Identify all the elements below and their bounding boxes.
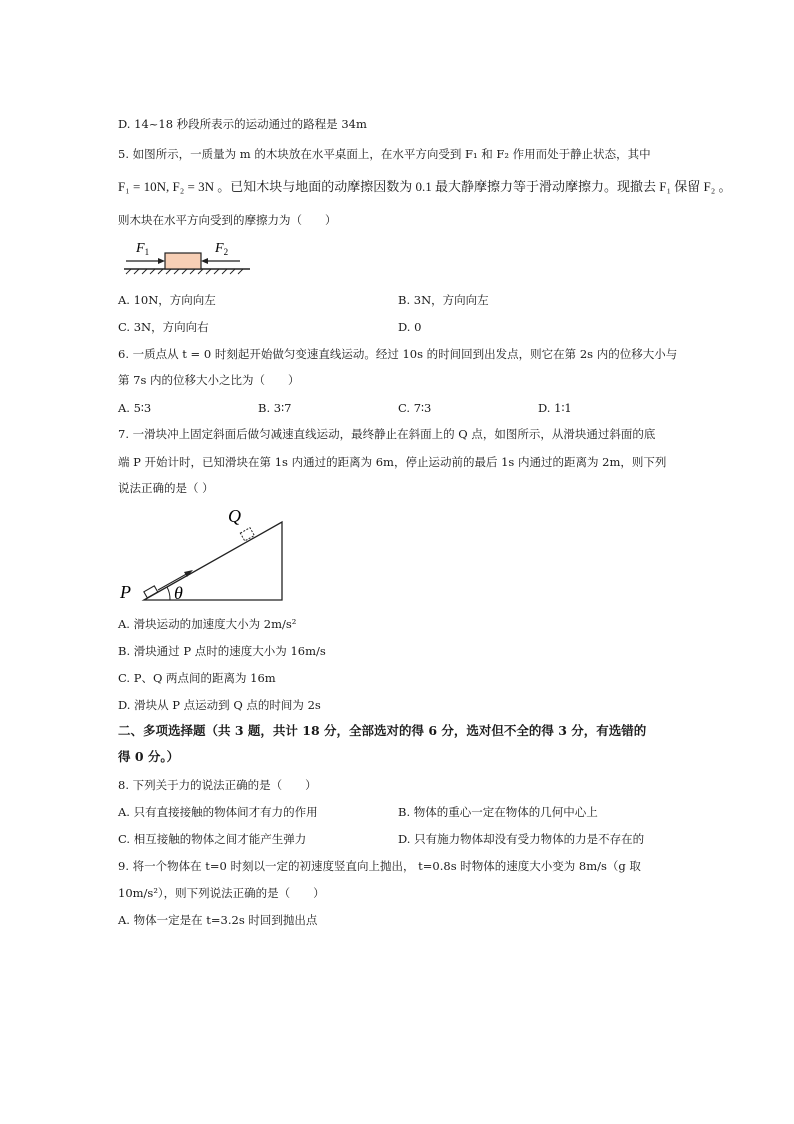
q7-option-d[interactable]: D. 滑块从 P 点运动到 Q 点的时间为 2s bbox=[118, 698, 321, 712]
q7-incline-figure bbox=[118, 500, 293, 610]
q8-option-d[interactable]: D. 只有施力物体却没有受力物体的力是不存在的 bbox=[398, 832, 645, 846]
slider-block bbox=[144, 586, 158, 598]
q5-option-b[interactable]: B. 3N，方向向左 bbox=[398, 293, 489, 307]
q5-stem-line3: 则木块在水平方向受到的摩擦力为（ ） bbox=[118, 213, 337, 227]
q5-stem-line1: 5. 如图所示，一质量为 m 的木块放在水平桌面上，在水平方向受到 F₁ 和 F₂ 作用而处于静止状态，其中 bbox=[118, 147, 651, 161]
q5-option-a[interactable]: A. 10N，方向向左 bbox=[118, 293, 216, 307]
f2-label: $F_2$ bbox=[215, 241, 229, 257]
q6-option-a[interactable]: A. 5∶3 bbox=[118, 401, 152, 415]
q5-option-d[interactable]: D. 0 bbox=[398, 320, 422, 334]
q8-option-a[interactable]: A. 只有直接接触的物体间才有力的作用 bbox=[118, 805, 318, 819]
q6-option-c[interactable]: C. 7∶3 bbox=[398, 401, 432, 415]
q6-option-d[interactable]: D. 1∶1 bbox=[538, 401, 572, 415]
label-p: P bbox=[120, 582, 131, 602]
q7-option-b[interactable]: B. 滑块通过 P 点时的速度大小为 16m/s bbox=[118, 644, 326, 658]
q9-stem-line1: 9. 将一个物体在 t=0 时刻以一定的初速度竖直向上抛出， t=0.8s 时物体的速度大小变为 8m/s（g 取 bbox=[118, 859, 641, 873]
q7-stem-line2: 端 P 开始计时，已知滑块在第 1s 内通过的距离为 6m，停止运动前的最后 1s 内通过的距离为 2m，则下列 bbox=[118, 455, 667, 469]
incline-triangle bbox=[144, 522, 282, 600]
f1-label: $F_1$ bbox=[136, 241, 150, 257]
q6-option-b[interactable]: B. 3∶7 bbox=[258, 401, 292, 415]
q5-option-c[interactable]: C. 3N，方向向右 bbox=[118, 320, 209, 334]
q5-stem-line2: F₁ = 10N, F₂ = 3N 。已知木块与地面的动摩擦因数为 0.1 最大静摩擦力等于滑动摩擦力。现撤去 F₁ 保留 F₂ 。 bbox=[118, 179, 732, 194]
q8-stem: 8. 下列关于力的说法正确的是（ ） bbox=[118, 778, 317, 792]
q6-stem-line1: 6. 一质点从 t = 0 时刻起开始做匀变速直线运动。经过 10s 的时间回到出发点，则它在第 2s 内的位移大小与 bbox=[118, 347, 678, 361]
q5-figure bbox=[118, 238, 258, 278]
wooden-block bbox=[165, 253, 201, 269]
q8-option-c[interactable]: C. 相互接触的物体之间才能产生弹力 bbox=[118, 832, 307, 846]
q7-stem-line3: 说法正确的是（ ） bbox=[118, 481, 214, 495]
q9-option-a[interactable]: A. 物体一定是在 t=3.2s 时回到抛出点 bbox=[118, 913, 318, 927]
section2-heading-line1: 二、多项选择题（共 3 题，共计 18 分，全部选对的得 6 分，选对但不全的得 3 分，有选错的 bbox=[118, 723, 647, 738]
q6-stem-line2: 第 7s 内的位移大小之比为（ ） bbox=[118, 373, 300, 387]
q4-option-d: D. 14~18 秒段所表示的运动通过的路程是 34m bbox=[118, 117, 367, 131]
angle-arc bbox=[167, 587, 170, 600]
q7-option-a[interactable]: A. 滑块运动的加速度大小为 2m/s² bbox=[118, 617, 297, 631]
q7-option-c[interactable]: C. P、Q 两点间的距离为 16m bbox=[118, 671, 276, 685]
q7-stem-line1: 7. 一滑块冲上固定斜面后做匀减速直线运动，最终静止在斜面上的 Q 点，如图所示，从滑块通过斜面的底 bbox=[118, 427, 656, 441]
section2-heading-line2: 得 0 分。） bbox=[118, 749, 180, 764]
q9-stem-line2: 10m/s²），则下列说法正确的是（ ） bbox=[118, 886, 325, 900]
label-theta: θ bbox=[174, 583, 183, 603]
q8-option-b[interactable]: B. 物体的重心一定在物体的几何中心上 bbox=[398, 805, 598, 819]
label-q: Q bbox=[228, 506, 241, 526]
